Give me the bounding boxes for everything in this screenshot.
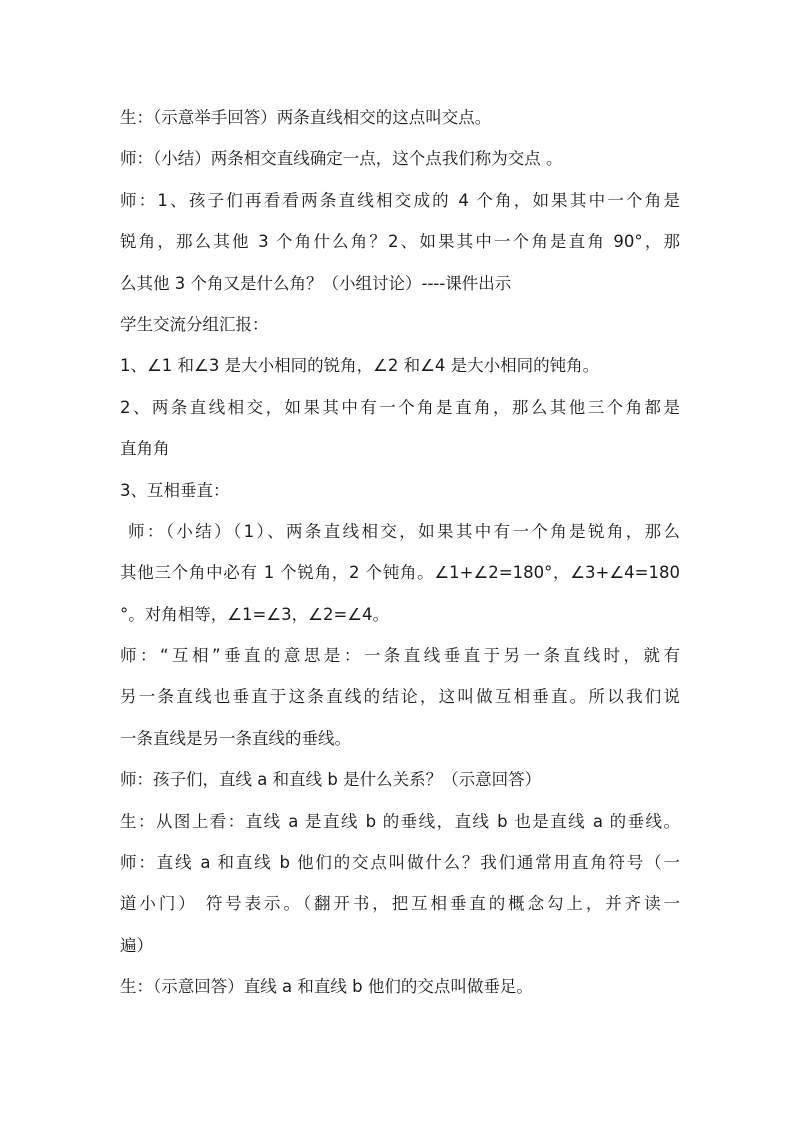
paragraph-line-14: 师：“互相”垂直的意思是：一条直线垂直于另一条直线时，就有 [120,646,680,666]
paragraph-line-13: °。对角相等，∠1=∠3，∠2=∠4。 [120,604,390,624]
paragraph-line-17: 师：孩子们，直线 a 和直线 b 是什么关系？（示意回答） [120,770,542,790]
paragraph-line-1: 生：（示意举手回答）两条直线相交的这点叫交点。 [120,108,492,127]
paragraph-line-4: 锐角，那么其他 3 个角什么角？2、如果其中一个角是直角 90°，那 [120,232,680,252]
paragraph-line-21: 遍） [120,935,153,955]
paragraph-line-10: 3、互相垂直： [120,480,230,500]
document-body [120,97,680,1008]
paragraph-line-12: 其他三个角中必有 1 个锐角，2 个钝角。∠1+∠2=180°，∠3+∠4=180 [120,563,680,583]
paragraph-line-15: 另一条直线也垂直于这条直线的结论，这叫做互相垂直。所以我们说 [120,687,680,707]
paragraph-line-19: 师：直线 a 和直线 b 他们的交点叫做什么？我们通常用直角符号（一 [120,853,680,873]
paragraph-line-5: 么其他 3 个角又是什么角？（小组讨论）----课件出示 [120,273,512,293]
paragraph-line-8: 2、两条直线相交，如果其中有一个角是直角，那么其他三个角都是 [120,397,680,417]
paragraph-line-3: 师：1、孩子们再看看两条直线相交成的 4 个角，如果其中一个角是 [120,190,680,210]
paragraph-line-2: 师：（小结）两条相交直线确定一点，这个点我们称为交点 。 [120,149,563,169]
paragraph-line-22: 生：（示意回答）直线 a 和直线 b 他们的交点叫做垂足。 [120,977,533,997]
paragraph-line-11: 师：（小结）（1）、两条直线相交，如果其中有一个角是锐角，那么 [128,521,680,541]
paragraph-line-16: 一条直线是另一条直线的垂线。 [120,728,351,748]
paragraph-line-6: 学生交流分组汇报： [120,314,269,334]
paragraph-line-20: 道小门） 符号表示。（翻开书，把互相垂直的概念勾上，并齐读一 [120,894,680,914]
paragraph-line-9: 直角角 [120,439,170,459]
paragraph-line-7: 1、∠1 和∠3 是大小相同的锐角，∠2 和∠4 是大小相同的钝角。 [120,356,600,376]
paragraph-line-18: 生：从图上看：直线 a 是直线 b 的垂线，直线 b 也是直线 a 的垂线。 [120,811,680,831]
